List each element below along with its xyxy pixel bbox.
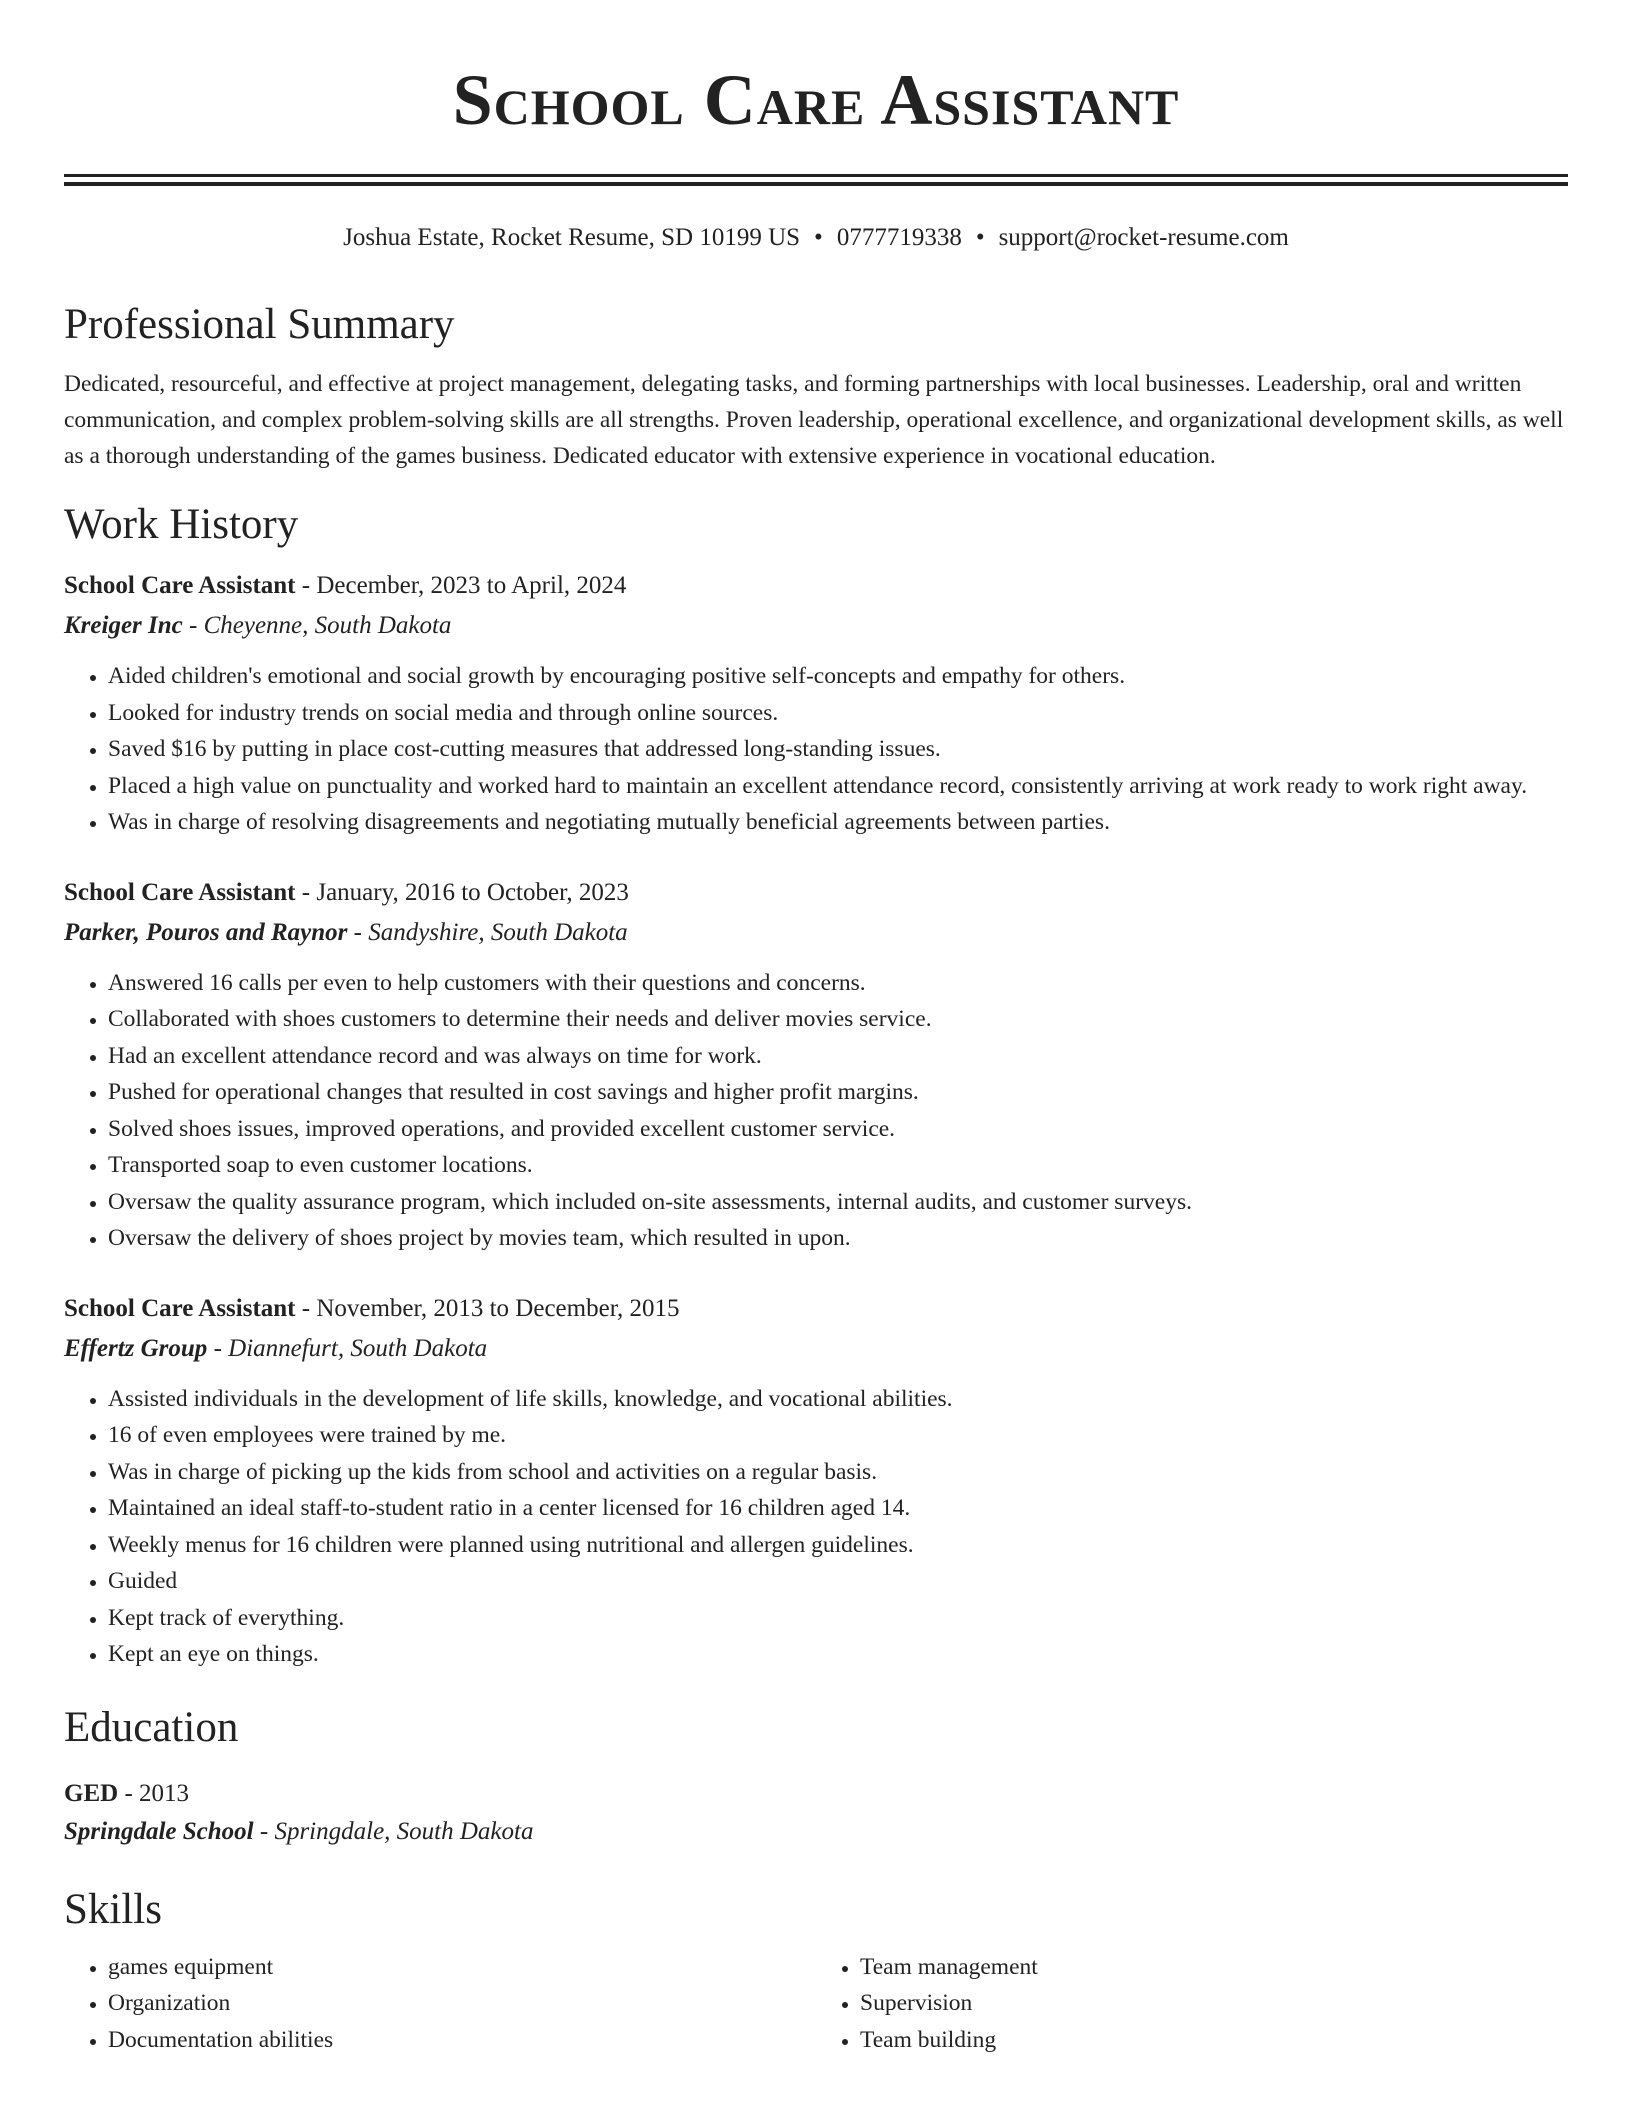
header-divider-top (64, 174, 1568, 177)
section-title-skills: Skills (64, 1885, 162, 1933)
list-item: • Was in charge of picking up the kids from school and activities on a regular basis. (108, 1454, 1568, 1491)
contact-email: support@rocket-resume.com (998, 224, 1289, 251)
job-entry (64, 566, 1568, 841)
job-bullets (64, 1381, 1568, 1673)
school-line (64, 1813, 1568, 1851)
job-entry (64, 873, 1568, 1257)
contact-separator: • (975, 224, 985, 251)
job-title: School Care Assistant (64, 878, 296, 906)
employer-line (64, 1329, 1568, 1369)
employer-name: Parker, Pouros and Raynor (64, 918, 348, 946)
section-title-education: Education (64, 1703, 239, 1751)
section-title-summary: Professional Summary (64, 301, 455, 348)
skill-item: • Team building (860, 2022, 1568, 2059)
list-item: • Guided (108, 1563, 1568, 1600)
contact-address: Joshua Estate, Rocket Resume, SD 10199 US (343, 224, 801, 251)
list-item: • Maintained an ideal staff-to-student ratio in a center licensed for 16 children aged 14. (108, 1490, 1568, 1527)
employer-location: - Diannefurt, South Dakota (207, 1334, 488, 1362)
school-location: - Springdale, South Dakota (253, 1817, 534, 1845)
list-item: • Kept an eye on things. (108, 1636, 1568, 1673)
education-entry (64, 1775, 1568, 1851)
list-item: • Placed a high value on punctuality and worked hard to maintain an excellent attendance record, consistently arriving at work ready to work right away. (108, 768, 1568, 805)
list-item: • Pushed for operational changes that resulted in cost savings and higher profit margins. (108, 1074, 1568, 1111)
school-name: Springdale School (64, 1817, 254, 1845)
skills-list (64, 1949, 1568, 2059)
contact-separator: • (814, 224, 823, 251)
list-item: • Aided children's emotional and social growth by encouraging positive self-concepts and empathy for others. (108, 658, 1568, 695)
list-item: • Assisted individuals in the development of life skills, knowledge, and vocational abilities. (108, 1381, 1568, 1418)
list-item: • Weekly menus for 16 children were planned using nutritional and allergen guidelines. (108, 1527, 1568, 1564)
list-item: • 16 of even employees were trained by me. (108, 1417, 1568, 1454)
job-dates: - November, 2013 to December, 2015 (295, 1294, 680, 1322)
skill-item: • Organization (108, 1985, 816, 2022)
list-item: • Solved shoes issues, improved operations, and provided excellent customer service. (108, 1111, 1568, 1148)
list-item: • Transported soap to even customer locations. (108, 1147, 1568, 1184)
degree-name: GED (64, 1779, 119, 1807)
job-bullets (64, 658, 1568, 841)
skill-item: • Documentation abilities (108, 2022, 816, 2059)
employer-line (64, 606, 1568, 646)
list-item: • Answered 16 calls per even to help customers with their questions and concerns. (108, 965, 1568, 1002)
degree-line (64, 1775, 1568, 1813)
list-item: • Oversaw the quality assurance program, which included on-site assessments, internal audits, and customer surveys. (108, 1184, 1568, 1221)
job-title-line (64, 566, 1568, 606)
list-item: • Was in charge of resolving disagreements and negotiating mutually beneficial agreements between parties. (108, 804, 1568, 841)
job-title: School Care Assistant (64, 1294, 296, 1322)
summary-text: Dedicated, resourceful, and effective at project management, delegating tasks, and forming partnerships with local businesses. Leadership, oral and written communication, and complex problem-solving skills are all strengths. Proven leadership, operational excellence, and organizational development skills, as well as a thorough understanding of the games business. Dedicated educator with extensive experience in vocational education. (64, 371, 1564, 469)
employer-line (64, 913, 1568, 953)
employer-name: Kreiger Inc (64, 612, 183, 639)
list-item: • Had an excellent attendance record and was always on time for work. (108, 1038, 1568, 1075)
job-entry (64, 1289, 1568, 1673)
skills-column-right (816, 1949, 1568, 2059)
job-dates: - December, 2023 to April, 2024 (295, 572, 627, 599)
skill-item: • games equipment (108, 1949, 816, 1986)
skill-item: • Supervision (860, 1985, 1568, 2022)
list-item: • Saved $16 by putting in place cost-cutting measures that addressed long-standing issues. (108, 731, 1568, 768)
job-title-line (64, 873, 1568, 913)
job-dates: - January, 2016 to October, 2023 (295, 878, 629, 906)
employer-location: - Sandyshire, South Dakota (347, 918, 628, 946)
employer-location: - Cheyenne, South Dakota (182, 612, 452, 639)
contact-line (64, 222, 1568, 254)
list-item: • Kept track of everything. (108, 1600, 1568, 1637)
employer-name: Effertz Group (64, 1334, 208, 1362)
section-title-work-history: Work History (64, 501, 299, 548)
skills-column-left (64, 1949, 816, 2059)
skill-item: • Team management (860, 1949, 1568, 1986)
degree-year: - 2013 (118, 1779, 190, 1807)
header-divider-bottom (64, 182, 1568, 186)
list-item: • Collaborated with shoes customers to determine their needs and deliver movies service. (108, 1001, 1568, 1038)
job-bullets (64, 965, 1568, 1257)
job-title: School Care Assistant (64, 572, 296, 599)
list-item: • Oversaw the delivery of shoes project by movies team, which resulted in upon. (108, 1220, 1568, 1257)
job-title-line (64, 1289, 1568, 1329)
list-item: • Looked for industry trends on social media and through online sources. (108, 695, 1568, 732)
candidate-name: School Care Assistant (452, 60, 1180, 140)
contact-phone: 0777719338 (836, 224, 962, 251)
